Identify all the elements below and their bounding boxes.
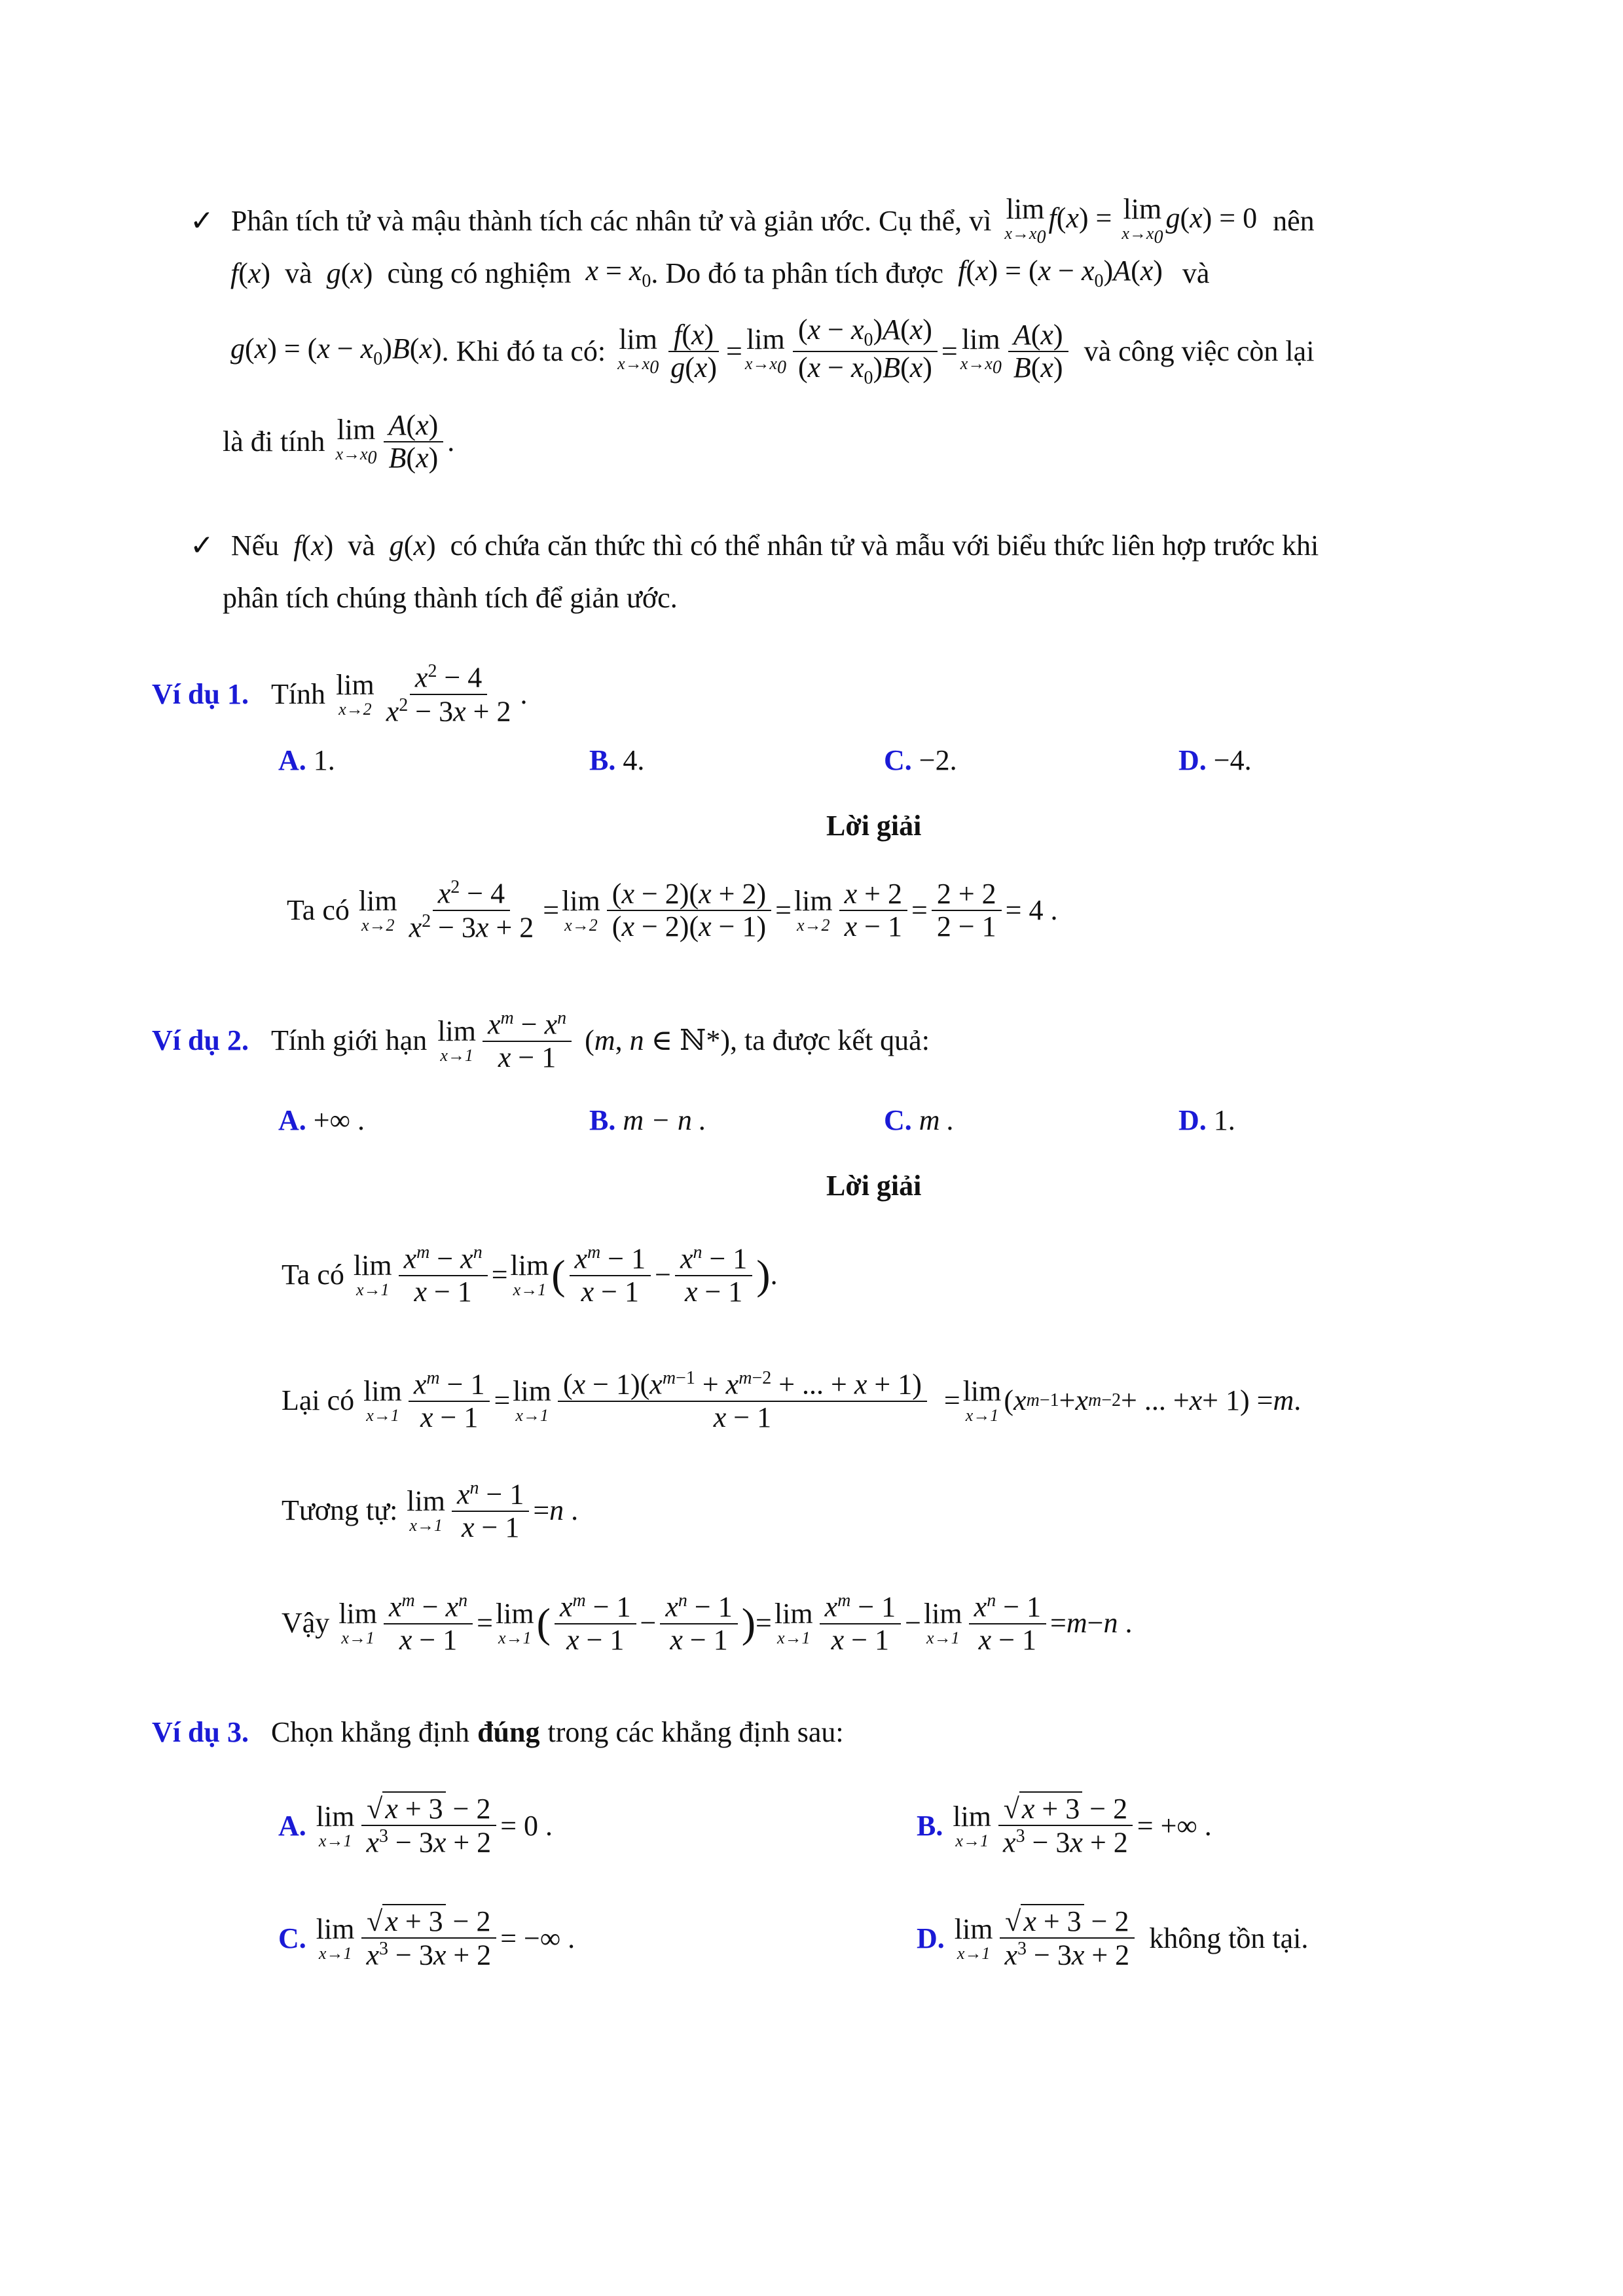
formula-lim-ratio: lim $x\to x_0$ $\frac{f(x)}{g(x)}$ = lim $x\to x_0$ $\frac{(x - x_0)A(x)}{(x - x_0)B(x)}$ = lim $x\to x_0$ $\frac{A(x)}{B(x)}$ [615, 314, 1072, 389]
bullet2-line2 [223, 584, 678, 613]
ex3-question [152, 1718, 844, 1747]
formula-ex1: lim x→2 $\frac{x^2 - 4}{x^2 - 3x + 2}$ . [336, 661, 528, 728]
formula-x-eq-x0: $x = x_0$ [585, 255, 651, 291]
formula-lim-AB: lim $x\to x_0$ $\frac{A(x)}{B(x)}$ . [335, 409, 455, 474]
bullet1-text2b: cùng có nghiệm [387, 257, 572, 289]
ex2-s1-label: Ta có [282, 1258, 344, 1291]
ex1-solution-title: Lời giải [826, 810, 922, 842]
checkmark-icon: ✓ [190, 529, 214, 562]
bullet2-line1: ✓ Nếu f(x) và g(x) có chứa căn thức thì có thể nhân tử và mẫu với biểu thức liên hợp trước khi [190, 529, 1319, 562]
bullet2-text1b: và [348, 529, 375, 562]
formula-lim-fg-zero: lim $x\to x_0$ f(x) = lim $x\to x_0$ g(x) = 0 [1004, 193, 1258, 248]
ex2-solution-step4 [282, 1590, 1132, 1656]
ex2-option-b[interactable]: B. m − n . [589, 1104, 706, 1136]
ex3-option-d[interactable]: D. lim x→1 $\frac{√x + 3 - 2}{x^3 - 3x + 2}$ không tồn tại. [917, 1905, 1309, 1971]
bullet1-line3 [230, 314, 1314, 389]
formula-ex2-s4: lim x→1 $\frac{x^m - x^n}{x - 1}$ = lim x→1 ( $\frac{x^m - 1}{x - 1}$ − $\frac{x^n - 1}{x - 1}$ ) = lim x→1 $\frac{x^m - 1}{x - 1}$ − lim x→1 $\frac{x^n - 1}{x - 1}$ = m − n . [338, 1590, 1133, 1656]
bullet1-text2d: và [1182, 257, 1210, 289]
ex1-solution-prefix: Ta có [287, 893, 350, 926]
ex1-option-b[interactable]: B. 4. [589, 744, 645, 776]
ex2-label: Ví dụ 2. [152, 1024, 249, 1056]
bullet1-text3a: . Khi đó ta có: [441, 334, 606, 367]
ex2-option-a[interactable]: A. +∞ . [278, 1104, 365, 1136]
ex2-s3-label: Tương tự: [282, 1494, 398, 1526]
ex2-solution-title: Lời giải [826, 1170, 922, 1202]
ex1-question [152, 661, 527, 727]
ex1-label: Ví dụ 1. [152, 677, 249, 710]
bullet1-text1-tail: nên [1273, 204, 1315, 237]
bullet2-text1c: có chứa căn thức thì có thể nhân tử và mẫu với biểu thức liên hợp trước khi [450, 529, 1319, 562]
ex2-solution-step2 [282, 1368, 1301, 1433]
ex1-option-a[interactable]: A. 1. [278, 744, 335, 776]
ex2-prompt: Tính giới hạn [270, 1024, 428, 1056]
ex2-solution-step1 [282, 1242, 778, 1308]
ex3-option-c[interactable]: C. lim x→1 $\frac{√x + 3 - 2}{x^3 - 3x + 2}$ = −∞ . [278, 1905, 575, 1971]
ex2-s2-label: Lại có [282, 1384, 355, 1416]
ex2-s4-label: Vậy [282, 1606, 330, 1639]
formula-ex2: lim x→1 $\frac{x^m - x^n}{x - 1}$ (m, n ∈ ℕ*) [437, 1008, 731, 1073]
bullet1-line4 [223, 410, 454, 474]
ex3-label: Ví dụ 3. [152, 1716, 249, 1748]
ex3-prompt-b: trong các khẳng định sau: [547, 1716, 844, 1748]
ex2-prompt-tail: , ta được kết quả: [730, 1024, 930, 1056]
ex3-prompt-a: Chọn khẳng định [270, 1716, 470, 1748]
ex2-solution-step3 [282, 1478, 578, 1543]
ex3-option-b[interactable]: B. lim x→1 $\frac{√x + 3 - 2}{x^3 - 3x + 2}$ = +∞ . [917, 1793, 1212, 1859]
bullet2-text2: phân tích chúng thành tích để giản ước. [223, 582, 678, 614]
ex2-option-c[interactable]: C. m . [884, 1104, 955, 1136]
bullet1-text2a: và [285, 257, 312, 289]
formula-ex1-solution: lim x→2 $\frac{x^2 - 4}{x^2 - 3x + 2}$ = lim x→2 $\frac{(x - 2)(x + 2)}{(x - 2)(x - 1)}$ = lim x→2 $\frac{x + 2}{x - 1}$ = $\frac{2 + 2}{2 - 1}$ = 4 . [358, 877, 1058, 944]
ex1-option-c[interactable]: C. −2. [884, 744, 957, 776]
bullet1-line2: f ( x ) và g ( x ) cùng có nghiệm $x = x_0$ . Do đó ta phân tích được $f(x) = (x - x_0)A(x)$ và [230, 255, 1210, 291]
formula-ex2-s1: lim x→1 $\frac{x^m - x^n}{x - 1}$ = lim x→1 ( $\frac{x^m - 1}{x - 1}$ − $\frac{x^n - 1}{x - 1}$ ) . [353, 1242, 778, 1308]
ex1-option-d[interactable]: D. −4. [1178, 744, 1252, 776]
ex1-prompt: Tính [270, 677, 326, 710]
ex1-solution [287, 877, 1057, 943]
checkmark-icon: ✓ [190, 204, 214, 238]
bullet1-text4: là đi tính [223, 425, 325, 457]
ex2-question [152, 1008, 930, 1073]
ex3-option-a[interactable]: A. lim x→1 $\frac{√x + 3 - 2}{x^3 - 3x + 2}$ = 0 . [278, 1793, 553, 1859]
formula-fx-factor: $f(x) = (x - x_0)A(x)$ [958, 255, 1163, 291]
bullet1-line1 [190, 195, 1315, 247]
bullet2-text1a: Nếu [230, 529, 280, 562]
bullet1-text2c: . Do đó ta phân tích được [651, 257, 944, 289]
formula-ex2-s3: lim x→1 $\frac{x^n - 1}{x - 1}$ = n . [407, 1478, 579, 1543]
ex2-option-d[interactable]: D. 1. [1178, 1104, 1235, 1136]
bullet1-text1: Phân tích tử và mậu thành tích các nhân tử và giản ước. Cụ thể, vì [230, 204, 992, 237]
ex3-prompt-bold: đúng [477, 1716, 540, 1748]
bullet1-text3b: và công việc còn lại [1084, 334, 1315, 367]
formula-ex2-s2: lim x→1 $\frac{x^m - 1}{x - 1}$ = lim x→1 $\frac{(x - 1)(x^{m-1} + x^{m-2} + ... + x + 1)}{x - 1}$ = lim x→1 ( x m−1 + x m−2 + ... + x + 1) = m . [363, 1368, 1302, 1433]
formula-fx: f [230, 257, 239, 289]
formula-gx-factor: $g(x) = (x - x_0)B(x)$ [230, 332, 442, 369]
